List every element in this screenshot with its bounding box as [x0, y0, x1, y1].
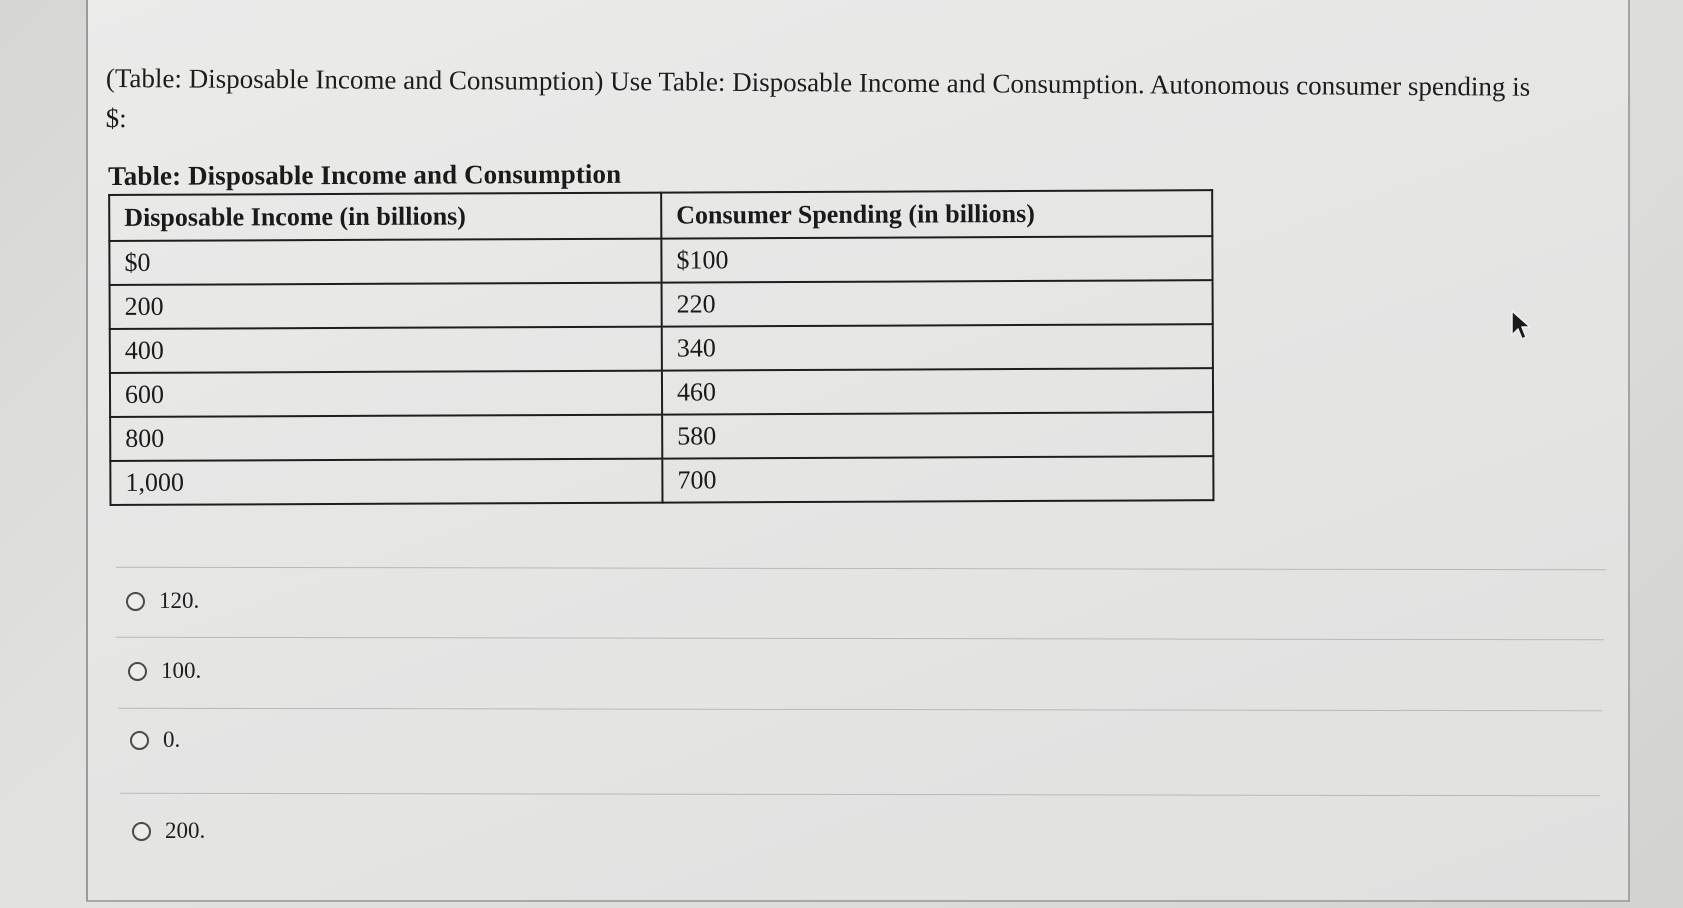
income-cell: 400 [110, 327, 662, 373]
spending-cell: 580 [662, 412, 1213, 458]
option-divider [120, 793, 1600, 797]
radio-unchecked-icon[interactable] [132, 822, 151, 841]
question-line-1: (Table: Disposable Income and Consumption) Use Table: Disposable Income and Consumption. Autonomous consumer spending is [105, 62, 1531, 102]
spending-cell: 220 [662, 280, 1213, 326]
answer-option-label: 200. [165, 818, 206, 843]
income-cell: $0 [109, 239, 661, 285]
table-row [109, 236, 1212, 285]
table-row [110, 368, 1213, 417]
question-card [86, 0, 1630, 902]
radio-unchecked-icon[interactable] [126, 592, 145, 611]
income-consumption-table-block [108, 155, 1214, 506]
income-consumption-table [108, 189, 1214, 506]
table-row [110, 456, 1213, 505]
income-cell: 600 [110, 371, 662, 417]
table-row [110, 280, 1213, 329]
answer-option-label: 100. [161, 658, 202, 683]
answer-option-d[interactable] [132, 818, 205, 844]
income-cell: 200 [110, 283, 662, 329]
answer-option-a[interactable] [126, 588, 199, 614]
answer-option-b[interactable] [128, 658, 201, 684]
question-prompt [106, 58, 1606, 147]
header-consumer-spending: Consumer Spending (in billions) [661, 190, 1212, 238]
question-line-2: $: [105, 102, 127, 134]
answer-option-label: 0. [163, 727, 181, 752]
spending-cell: 700 [662, 456, 1213, 502]
mouse-pointer-icon [1510, 310, 1532, 342]
income-cell: 800 [110, 415, 662, 461]
table-row [110, 412, 1213, 461]
spending-cell: 340 [662, 324, 1213, 370]
spending-cell: 460 [662, 368, 1213, 414]
income-cell: 1,000 [110, 459, 662, 505]
option-divider [116, 637, 1604, 641]
table-row [110, 324, 1213, 373]
option-divider [116, 567, 1606, 571]
radio-unchecked-icon[interactable] [130, 731, 149, 750]
table-caption: Table: Disposable Income and Consumption [108, 158, 622, 191]
answer-option-label: 120. [159, 588, 200, 613]
answer-option-c[interactable] [130, 727, 180, 753]
option-divider [118, 708, 1602, 712]
spending-cell: $100 [661, 236, 1212, 282]
table-header-row [109, 190, 1212, 241]
radio-unchecked-icon[interactable] [128, 662, 147, 681]
header-disposable-income: Disposable Income (in billions) [109, 193, 661, 241]
